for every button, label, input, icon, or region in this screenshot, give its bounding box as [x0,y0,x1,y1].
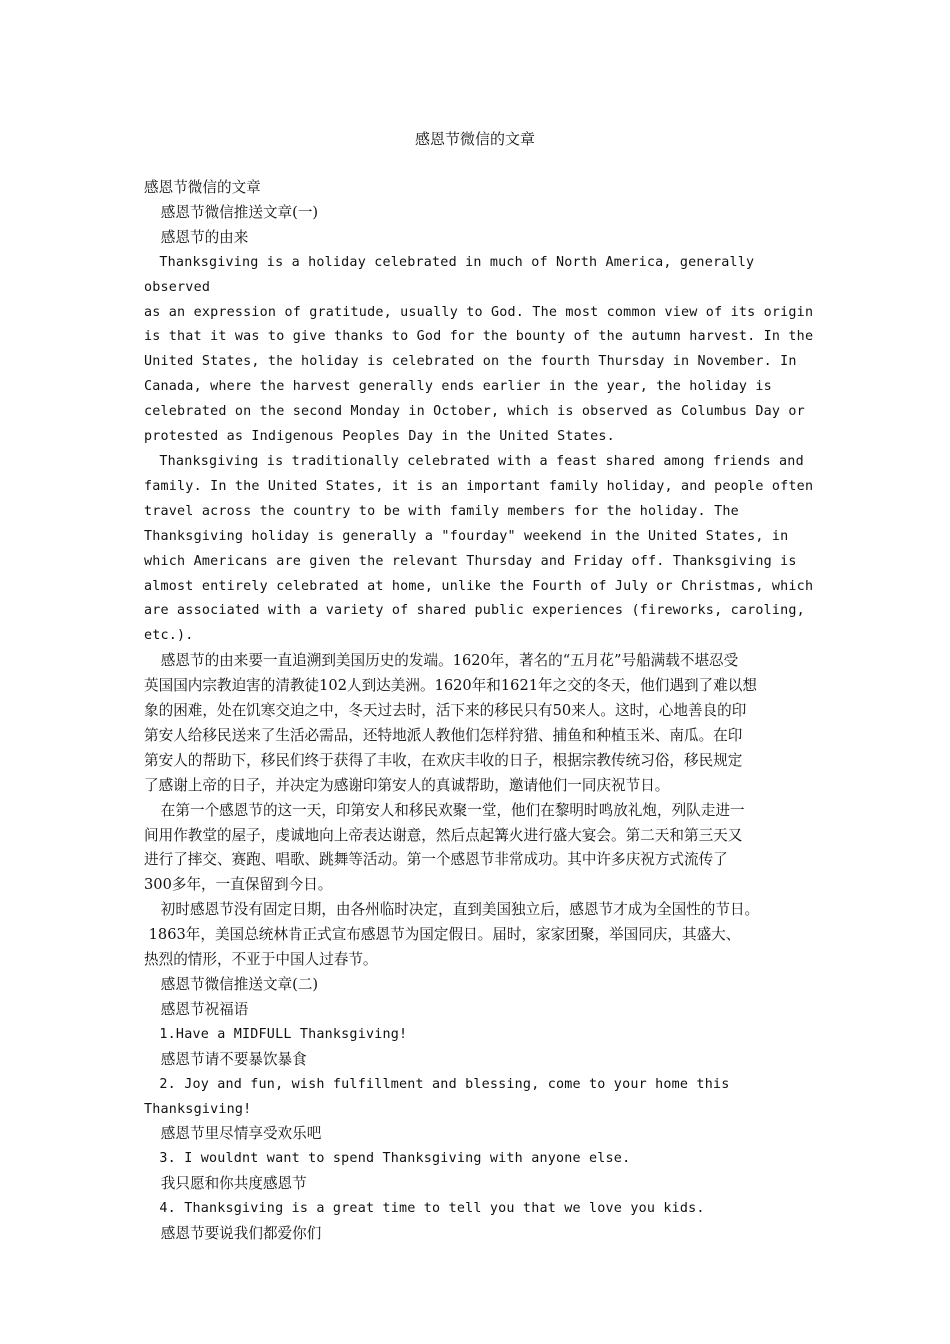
text-line: 感恩节要说我们都爱你们 [160,1225,322,1243]
text-line: 在第一个感恩节的这一天，印第安人和移民欢聚一堂，他们在黎明时鸣放礼炮，列队走进一 [160,801,745,819]
text-line: 进行了摔交、赛跑、唱歌、跳舞等活动。第一个感恩节非常成功。其中许多庆祝方式流传了 [144,851,728,869]
text-line: protested as Indigenous Peoples Day in the United States. [144,429,615,445]
text-line: 感恩节里尽情享受欢乐吧 [160,1125,322,1143]
text-line: 感恩节请不要暴饮暴食 [160,1050,307,1068]
page-title: 感恩节微信的文章 [414,130,535,148]
text-line: almost entirely celebrated at home, unlike the Fourth of July or Christmas, which [144,578,814,594]
text-line: Canada, where the harvest generally ends earlier in the year, the holiday is [144,379,772,395]
text-line: 第安人的帮助下，移民们终于获得了丰收，在欢庆丰收的日子，根据宗教传统习俗，移民规定 [144,751,743,769]
document-body [144,176,814,1247]
text-line: etc.). [144,628,194,644]
text-line: 英国国内宗教迫害的清教徒102人到达美洲。1620年和1621年之交的冬天，他们遇到了难以想 [144,677,757,695]
text-line: 象的困难，处在饥寒交迫之中，冬天过去时，活下来的移民只有50来人。这时，心地善良的印 [144,702,747,720]
text-line: travel across the country to be with family members for the holiday. The [144,503,739,519]
text-line: 感恩节的由来 [160,228,249,246]
text-line: 感恩节微信推送文章(一) [160,203,319,221]
text-line: celebrated on the second Monday in October, which is observed as Columbus Day or [144,404,805,420]
text-line: 间用作教堂的屋子，虔诚地向上帝表达谢意，然后点起篝火进行盛大宴会。第二天和第三天又 [144,826,743,844]
text-line: Thanksgiving is a holiday celebrated in much of North America, generally observed [144,254,763,295]
text-line: 了感谢上帝的日子，并决定为感谢印第安人的真诚帮助，邀请他们一同庆祝节日。 [144,776,670,794]
text-line: 感恩节祝福语 [160,1000,249,1018]
text-line: United States, the holiday is celebrated on the fourth Thursday in November. In [144,354,797,370]
text-line: family. In the United States, it is an important family holiday, and people often [144,478,814,494]
text-line: 感恩节微信的文章 [144,179,261,196]
text-line: Thanksgiving! [144,1101,252,1117]
text-line: as an expression of gratitude, usually to God. The most common view of its origin [144,304,814,320]
text-line: Thanksgiving holiday is generally a "fourday" weekend in the United States, in [144,528,789,544]
text-line: 4. Thanksgiving is a great time to tell you that we love you kids. [159,1201,705,1217]
text-line: 感恩节的由来要一直追溯到美国历史的发端。1620年，著名的“五月花”号船满载不堪忍受 [160,652,739,670]
text-line: 2. Joy and fun, wish fulfillment and blessing, come to your home this [159,1076,730,1092]
text-line: 1863年，美国总统林肯正式宣布感恩节为国定假日。届时，家家团聚，举国同庆，其盛大、 [144,926,741,944]
text-line: 300多年，一直保留到今日。 [144,876,333,894]
text-line: 第安人给移民送来了生活必需品，还特地派人教他们怎样狩猎、捕鱼和种植玉米、南瓜。在印 [144,726,743,744]
text-line: is that it was to give thanks to God for the bounty of the autumn harvest. In the [144,329,814,345]
text-line: 1.Have a MIDFULL Thanksgiving! [159,1026,408,1042]
text-line: 我只愿和你共度感恩节 [160,1175,307,1193]
text-line: 感恩节微信推送文章(二) [160,976,319,993]
text-line: 热烈的情形，不亚于中国人过春节。 [144,951,378,969]
text-line: which Americans are given the relevant Thursday and Friday off. Thanksgiving is [144,553,797,569]
text-line: are associated with a variety of shared public experiences (fireworks, caroling, [144,603,805,619]
text-line: 初时感恩节没有固定日期，由各州临时决定，直到美国独立后，感恩节才成为全国性的节日。 [160,901,760,919]
text-line: Thanksgiving is traditionally celebrated with a feast shared among friends and [159,453,804,469]
text-line: 3. I wouldnt want to spend Thanksgiving with anyone else. [159,1151,631,1167]
